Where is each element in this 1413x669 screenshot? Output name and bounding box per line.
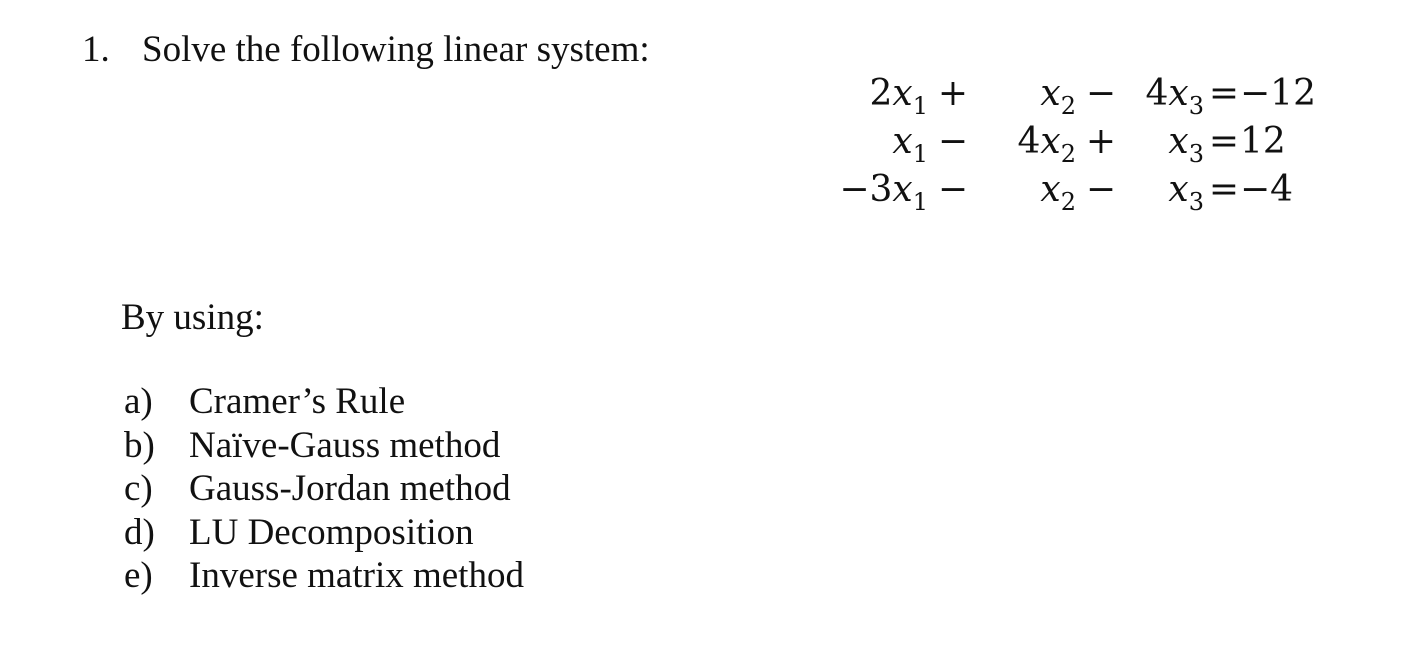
method-label: Inverse matrix method	[189, 555, 524, 596]
variable: x	[1168, 169, 1189, 210]
term-x2	[978, 166, 1076, 226]
question-text: Solve the following linear system:	[142, 29, 650, 70]
list-marker: e)	[124, 555, 153, 596]
variable: x	[1040, 169, 1061, 210]
variable: x	[892, 73, 913, 114]
list-marker: a)	[124, 381, 153, 422]
method-label: Cramer’s Rule	[189, 381, 406, 422]
term-x3	[1126, 166, 1204, 226]
variable: x	[1168, 73, 1189, 114]
method-label: Gauss-Jordan method	[189, 468, 511, 509]
subscript: 3	[1188, 188, 1204, 216]
coefficient: 2	[869, 73, 893, 114]
right-hand-side: −12	[1240, 73, 1316, 114]
coefficient: 4	[1017, 121, 1041, 162]
operator: +	[1085, 121, 1117, 162]
variable: x	[1168, 121, 1189, 162]
method-label: Naïve-Gauss method	[189, 424, 501, 466]
equals-sign: =	[1208, 169, 1240, 210]
operator: −	[1085, 169, 1117, 210]
variable: x	[892, 121, 913, 162]
variable: x	[892, 169, 913, 210]
variable: x	[1040, 121, 1061, 162]
question-number: 1.	[82, 29, 110, 70]
operator: +	[937, 73, 969, 114]
subscript: 1	[912, 188, 928, 216]
method-label: LU Decomposition	[189, 511, 474, 553]
operator: −	[937, 169, 969, 210]
list-marker: d)	[124, 511, 155, 553]
operator: −	[1085, 73, 1117, 114]
list-marker: c)	[124, 468, 153, 509]
coefficient: −3	[839, 169, 893, 210]
operator: −	[937, 121, 969, 162]
coefficient: 4	[1145, 73, 1169, 114]
variable: x	[1040, 73, 1061, 114]
equals-sign: =	[1208, 121, 1240, 162]
subscript: 3	[1188, 92, 1204, 120]
subscript: 2	[1060, 140, 1076, 168]
subscript: 2	[1060, 92, 1076, 120]
right-hand-side: −4	[1240, 169, 1294, 210]
equals-sign: =	[1208, 73, 1240, 114]
by-using-heading: By using:	[121, 297, 264, 338]
right-hand-side: 12	[1240, 121, 1286, 162]
subscript: 3	[1188, 140, 1204, 168]
subscript: 1	[912, 92, 928, 120]
list-marker: b)	[124, 424, 155, 466]
subscript: 2	[1060, 188, 1076, 216]
subscript: 1	[912, 140, 928, 168]
term-x1	[830, 166, 928, 226]
